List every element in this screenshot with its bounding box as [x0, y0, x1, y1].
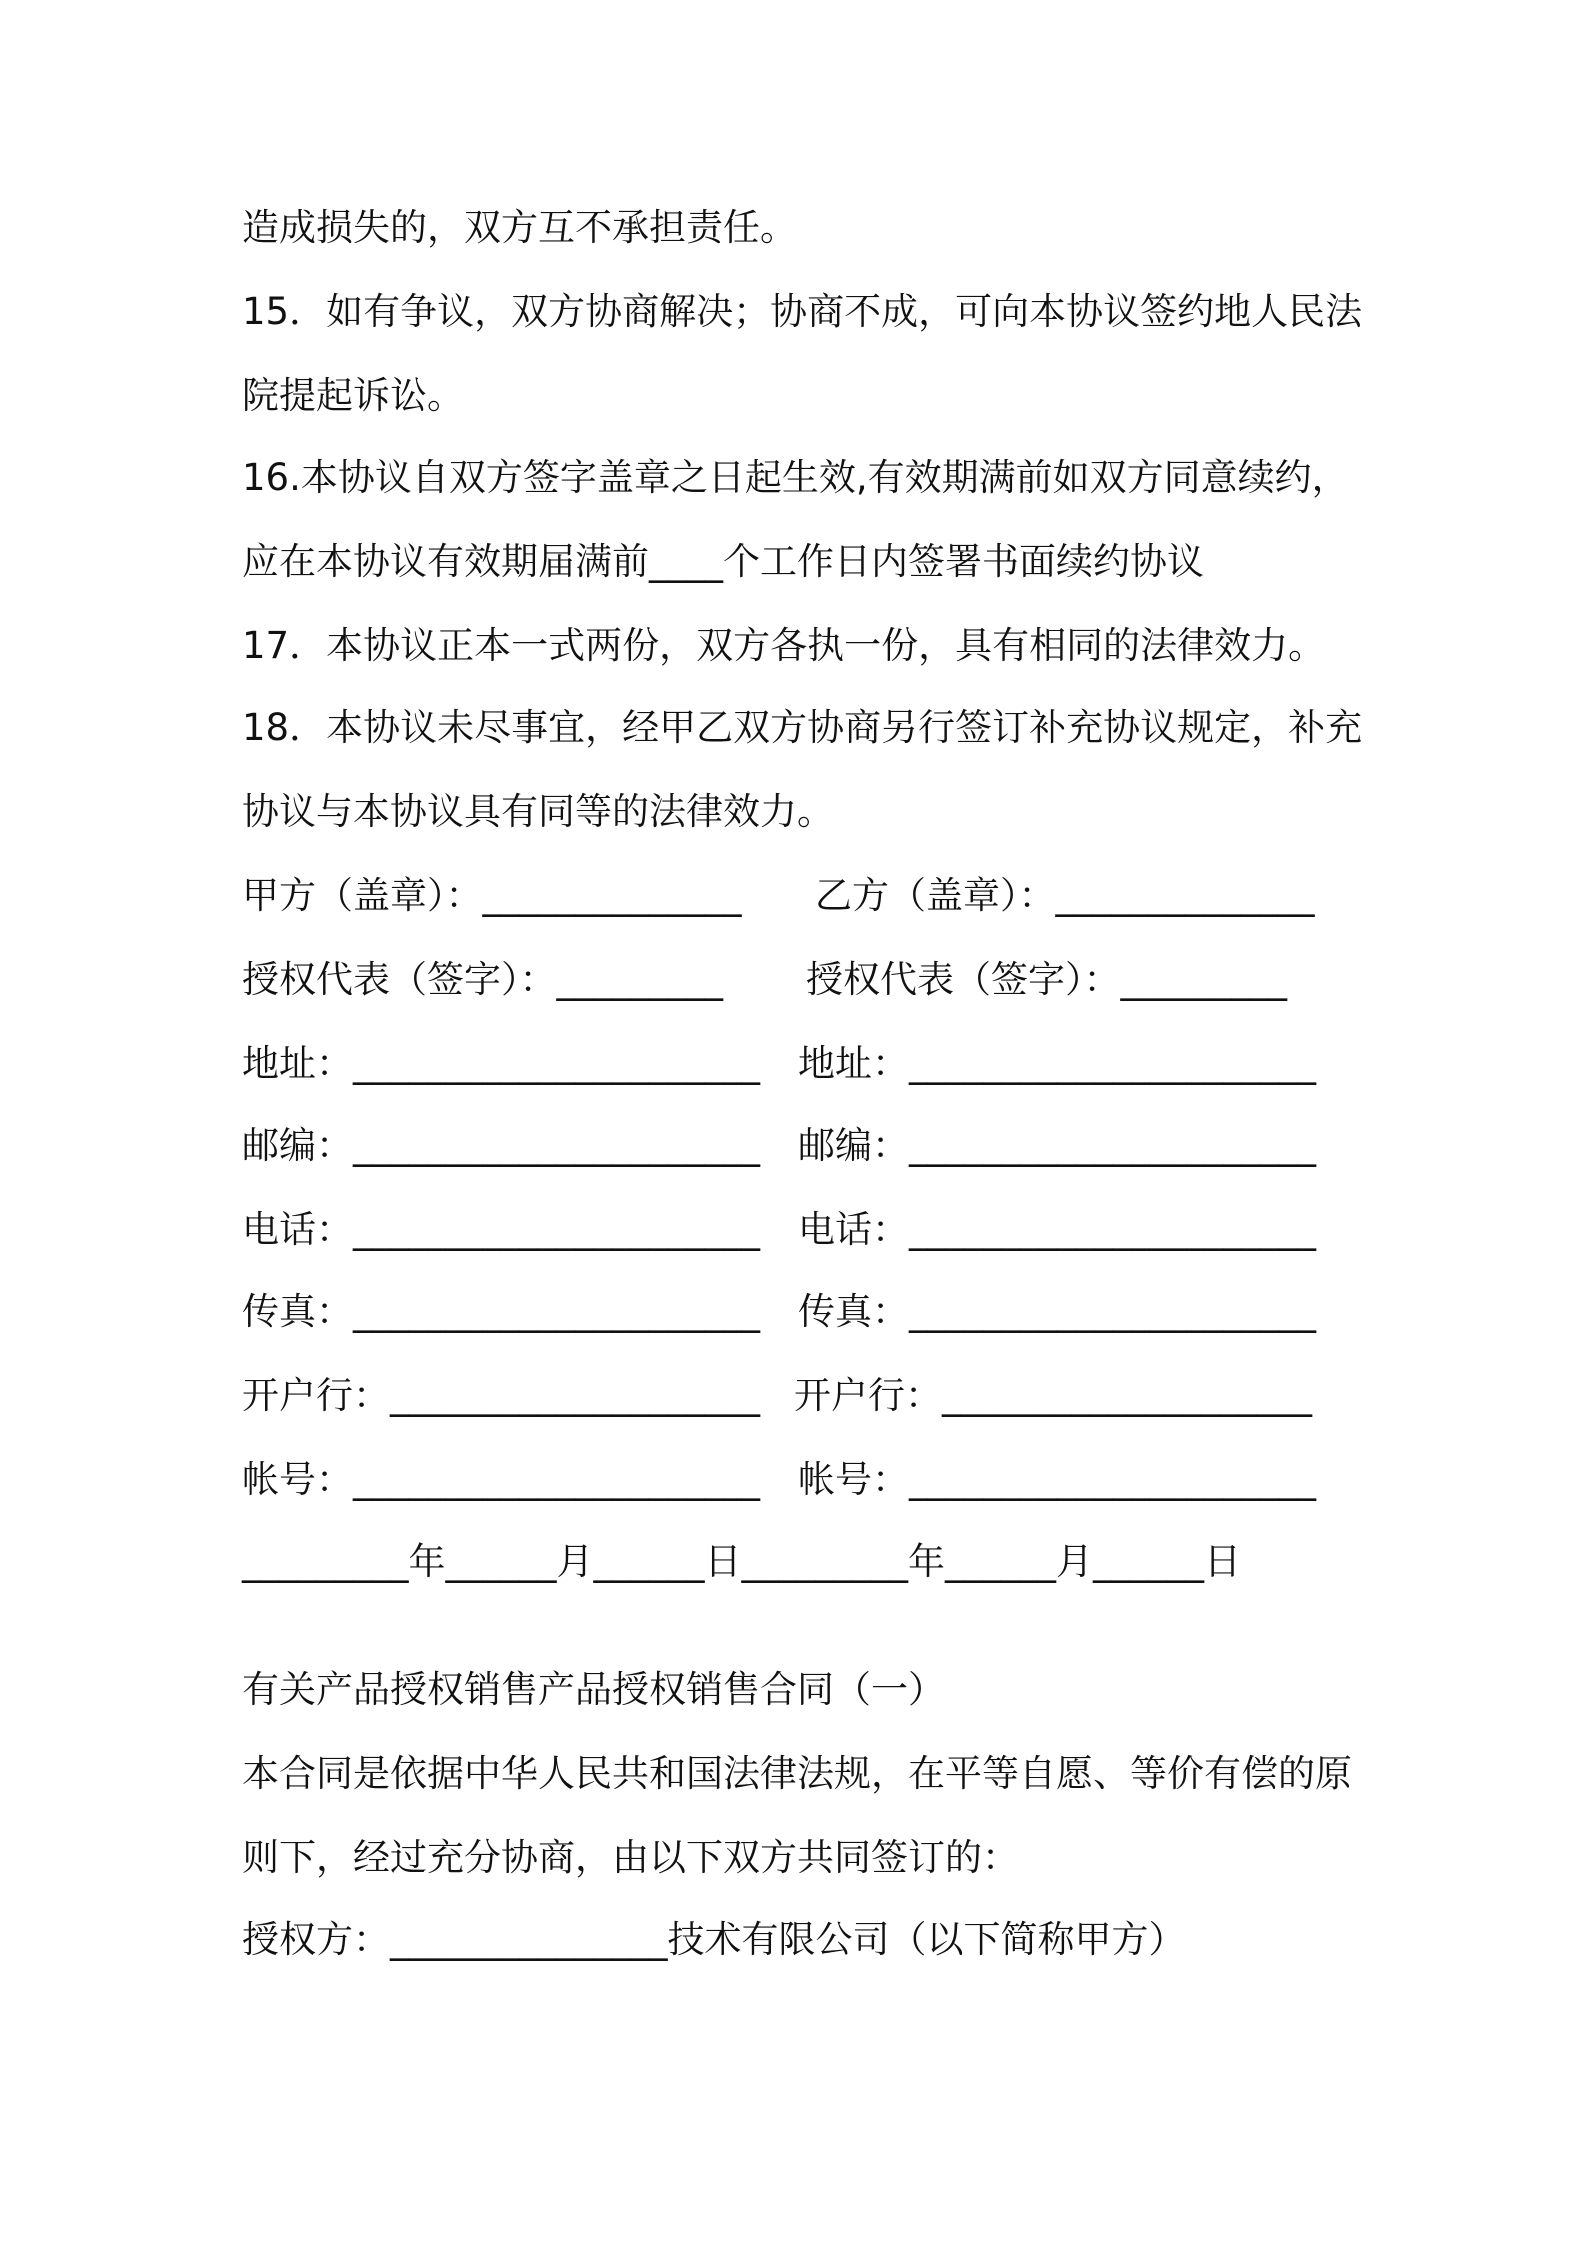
party-b-representative-field: 授权代表（签字）：_________ — [806, 958, 1287, 1001]
clause-16-line-1: 16.本协议自双方签字盖章之日起生效,有效期满前如双方同意续约， — [242, 456, 1349, 499]
party-a-seal-field: 甲方（盖章）：______________ — [242, 874, 742, 917]
party-b-fax-field: 传真：______________________ — [798, 1290, 1316, 1333]
signature-dates: _________年______月______日_________年______月______日 — [242, 1540, 1241, 1583]
party-b-account-field: 帐号：______________________ — [798, 1458, 1316, 1501]
party-a-representative-field: 授权代表（签字）：_________ — [242, 958, 723, 1001]
clause-15-line-2: 院提起诉讼。 — [242, 374, 464, 417]
contract-intro-line-2: 则下，经过充分协商，由以下双方共同签订的： — [242, 1836, 1019, 1879]
licensor-field: 授权方：_______________技术有限公司（以下简称甲方） — [242, 1918, 1186, 1961]
contract-title: 有关产品授权销售产品授权销售合同（一） — [242, 1668, 945, 1711]
party-b-phone-field: 电话：______________________ — [798, 1208, 1316, 1251]
party-a-phone-field: 电话：______________________ — [242, 1208, 760, 1251]
party-a-fax-field: 传真：______________________ — [242, 1290, 760, 1333]
clause-16-line-2: 应在本协议有效期届满前____个工作日内签署书面续约协议 — [242, 540, 1204, 583]
clause-14-continuation: 造成损失的，双方互不承担责任。 — [242, 206, 797, 249]
party-b-seal-field: 乙方（盖章）：______________ — [815, 874, 1315, 917]
party-a-account-field: 帐号：______________________ — [242, 1458, 760, 1501]
party-b-address-field: 地址：______________________ — [798, 1042, 1316, 1085]
clause-18-line-1: 18．本协议未尽事宜，经甲乙双方协商另行签订补充协议规定，补充 — [242, 706, 1363, 749]
party-a-bank-field: 开户行：____________________ — [242, 1374, 760, 1417]
party-a-address-field: 地址：______________________ — [242, 1042, 760, 1085]
clause-17: 17．本协议正本一式两份，双方各执一份，具有相同的法律效力。 — [242, 624, 1326, 667]
party-a-postcode-field: 邮编：______________________ — [242, 1124, 760, 1167]
party-b-postcode-field: 邮编：______________________ — [798, 1124, 1316, 1167]
party-b-bank-field: 开户行：____________________ — [794, 1374, 1312, 1417]
contract-intro-line-1: 本合同是依据中华人民共和国法律法规，在平等自愿、等价有偿的原 — [242, 1752, 1352, 1795]
clause-15-line-1: 15．如有争议，双方协商解决；协商不成，可向本协议签约地人民法 — [242, 290, 1363, 333]
clause-18-line-2: 协议与本协议具有同等的法律效力。 — [242, 790, 834, 833]
